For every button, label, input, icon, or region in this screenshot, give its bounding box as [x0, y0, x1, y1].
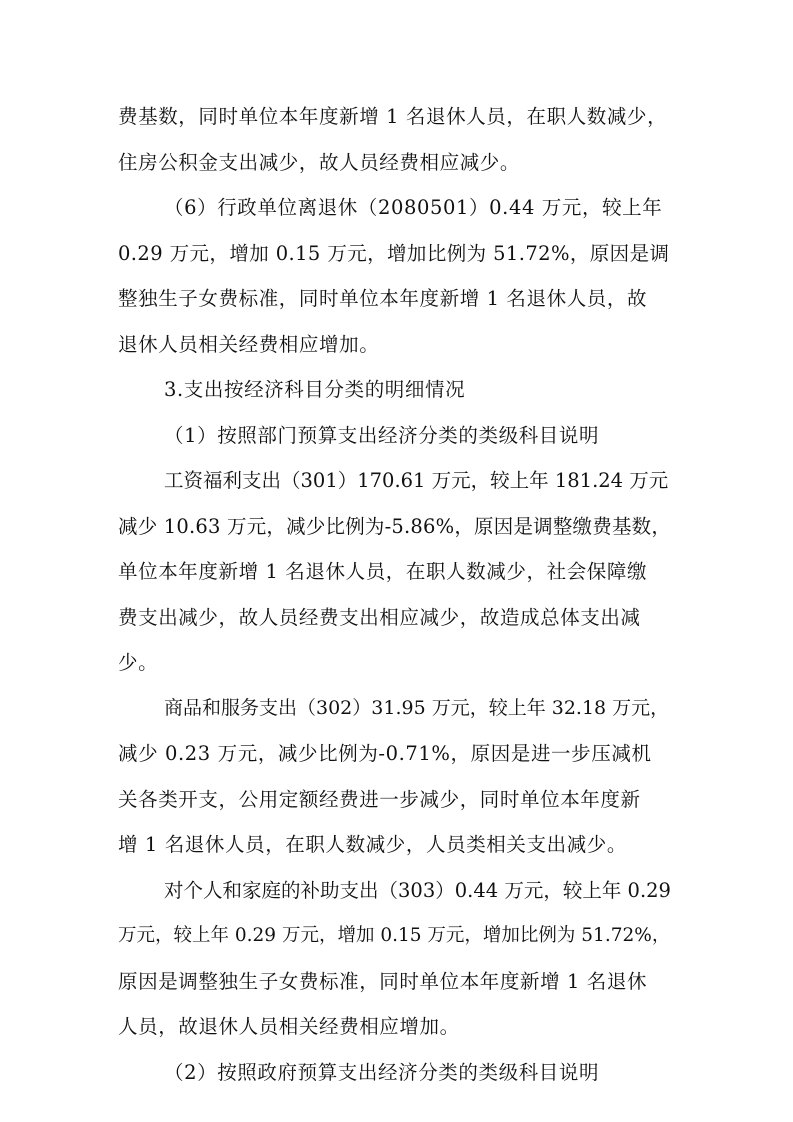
text-line: 费支出减少，故人员经费支出相应减少，故造成总体支出减: [118, 605, 641, 629]
text-line: 0.29 万元，增加 0.15 万元，增加比例为 51.72%，原因是调: [118, 241, 670, 265]
text-line: 增 1 名退休人员，在职人数减少，人员类相关支出减少。: [118, 833, 628, 856]
text-line: 费基数，同时单位本年度新增 1 名退休人员，在职人数减少，: [118, 105, 668, 128]
subsection-heading: （2）按照政府预算支出经济分类的类级科目说明: [164, 1060, 600, 1084]
text-line: 退休人员相关经费相应增加。: [118, 332, 380, 356]
text-line: 减少 0.23 万元，减少比例为-0.71%，原因是进一步压减机: [118, 742, 652, 765]
text-line: 人员，故退休人员相关经费相应增加。: [118, 1015, 460, 1038]
text-line: 住房公积金支出减少，故人员经费相应减少。: [118, 150, 521, 174]
subsection-heading: （1）按照部门预算支出经济分类的类级科目说明: [164, 423, 600, 447]
text-line: （6）行政单位离退休（2080501）0.44 万元，较上年: [164, 196, 663, 219]
text-line: 原因是调整独生子女费标准，同时单位本年度新增 1 名退休: [118, 969, 648, 993]
text-line: 关各类开支，公用定额经费进一步减少，同时单位本年度新: [118, 787, 641, 811]
text-line: 少。: [118, 651, 159, 674]
text-line: 万元，较上年 0.29 万元，增加 0.15 万元，增加比例为 51.72%，: [118, 925, 671, 946]
text-line: 单位本年度新增 1 名退休人员，在职人数减少，社会保障缴: [118, 560, 648, 583]
section-heading: 3.支出按经济科目分类的明细情况: [164, 378, 466, 401]
document-page: [118, 94, 674, 1095]
text-line: 整独生子女费标准，同时单位本年度新增 1 名退休人员，故: [118, 287, 648, 310]
text-line: 减少 10.63 万元，减少比例为-5.86%，原因是调整缴费基数，: [118, 514, 672, 538]
text-line: 工资福利支出（301）170.61 万元，较上年 181.24 万元: [164, 469, 669, 492]
text-line: 对个人和家庭的补助支出（303）0.44 万元，较上年 0.29: [164, 878, 671, 902]
text-line: 商品和服务支出（302）31.95 万元，较上年 32.18 万元，: [164, 696, 670, 719]
